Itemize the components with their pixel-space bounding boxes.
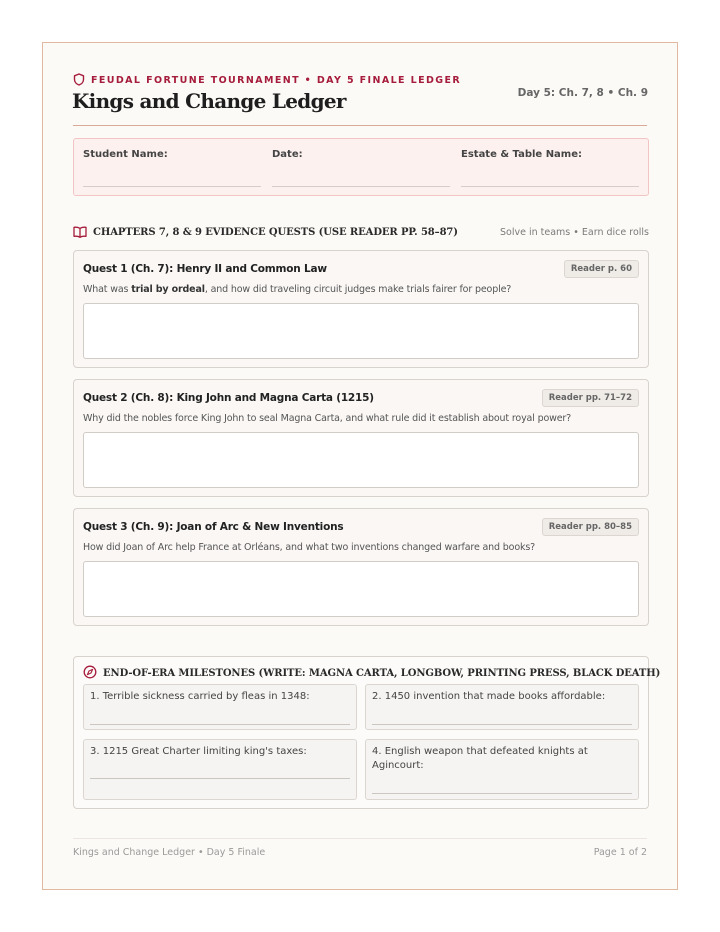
reader-page-badge: Reader p. 60 xyxy=(564,260,639,278)
page-number: Page 1 of 2 xyxy=(593,847,647,858)
answer-box[interactable] xyxy=(83,432,639,488)
milestone-item-1[interactable] xyxy=(83,684,357,730)
answer-line xyxy=(372,793,632,794)
kicker-text: FEUDAL FORTUNE TOURNAMENT • DAY 5 FINALE LEDGER xyxy=(91,74,462,86)
milestone-item-3[interactable] xyxy=(83,739,357,800)
milestone-prompt: 4. English weapon that defeated knights at Agincourt: xyxy=(372,746,588,771)
milestones-title: END-OF-ERA MILESTONES (WRITE: MAGNA CARTA, LONGBOW, PRINTING PRESS, BLACK DEATH) xyxy=(103,667,661,679)
date-line xyxy=(272,186,450,187)
answer-line xyxy=(90,778,350,779)
milestones-box xyxy=(73,656,661,809)
student-name-line xyxy=(83,186,261,187)
date-field[interactable] xyxy=(272,149,450,187)
compass-icon xyxy=(83,664,97,683)
quest-question: Why did the nobles force King John to seal Magna Carta, and what rule did it establish about royal power? xyxy=(83,413,572,424)
quest-card-3 xyxy=(73,508,649,626)
shield-icon xyxy=(73,71,85,90)
worksheet-page xyxy=(42,42,678,890)
date-label: Date: xyxy=(272,149,303,160)
estate-table-line xyxy=(461,186,639,187)
milestone-prompt: 3. 1215 Great Charter limiting king's taxes: xyxy=(90,746,307,757)
estate-table-field[interactable] xyxy=(461,149,639,187)
reader-page-badge: Reader pp. 71–72 xyxy=(542,389,639,407)
quest-title: Quest 2 (Ch. 8): King John and Magna Carta (1215) xyxy=(83,392,374,404)
quest-card-2 xyxy=(73,379,649,497)
quest-card-1 xyxy=(73,250,649,368)
evidence-quests-heading xyxy=(73,224,649,240)
quest-question: How did Joan of Arc help France at Orléans, and what two inventions changed warfare and books? xyxy=(83,542,536,553)
section-note: Solve in teams • Earn dice rolls xyxy=(500,226,649,238)
milestone-prompt: 2. 1450 invention that made books affordable: xyxy=(372,691,606,702)
page-title: Kings and Change Ledger xyxy=(72,89,346,113)
answer-box[interactable] xyxy=(83,303,639,359)
key-term: trial by ordeal xyxy=(131,284,205,295)
day-chapter-info: Day 5: Ch. 7, 8 • Ch. 9 xyxy=(517,87,648,99)
reader-page-badge: Reader pp. 80–85 xyxy=(542,518,639,536)
section-title: CHAPTERS 7, 8 & 9 EVIDENCE QUESTS (USE READER PP. 58–87) xyxy=(93,226,458,238)
student-info-box xyxy=(73,138,649,196)
footer-divider xyxy=(73,838,647,839)
answer-box[interactable] xyxy=(83,561,639,617)
quest-title: Quest 1 (Ch. 7): Henry II and Common Law xyxy=(83,263,327,275)
book-icon xyxy=(73,223,87,242)
footer-title: Kings and Change Ledger • Day 5 Finale xyxy=(73,847,266,858)
student-name-label: Student Name: xyxy=(83,149,168,160)
kicker xyxy=(73,73,461,87)
milestone-item-4[interactable] xyxy=(365,739,639,800)
student-name-field[interactable] xyxy=(83,149,261,187)
header-divider xyxy=(73,125,647,126)
quest-title: Quest 3 (Ch. 9): Joan of Arc & New Inventions xyxy=(83,521,344,533)
milestone-item-2[interactable] xyxy=(365,684,639,730)
milestone-prompt: 1. Terrible sickness carried by fleas in 1348: xyxy=(90,691,310,702)
quest-question: What was trial by ordeal, and how did traveling circuit judges make trials fairer for people? xyxy=(83,284,512,295)
answer-line xyxy=(372,724,632,725)
answer-line xyxy=(90,724,350,725)
milestones-heading xyxy=(83,665,660,681)
estate-table-label: Estate & Table Name: xyxy=(461,149,583,160)
